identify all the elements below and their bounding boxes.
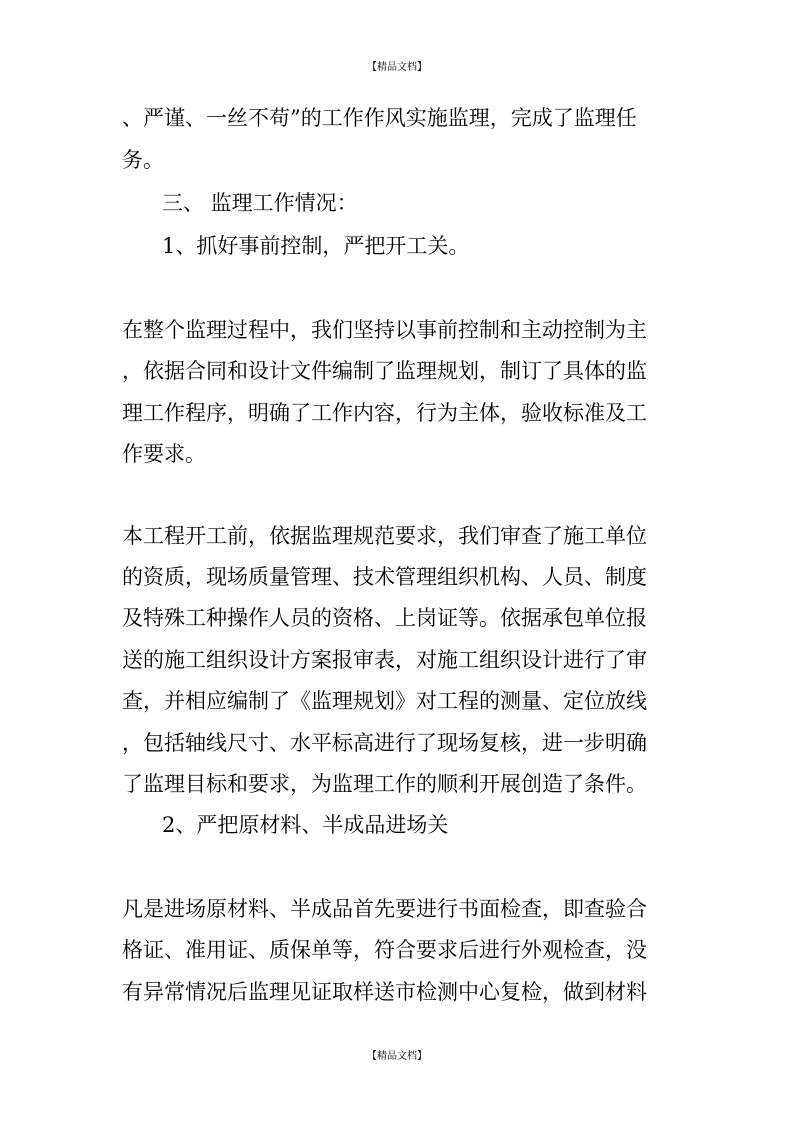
- text-line: 凡是进场原材料、半成品首先要进行书面检查，即查验合: [122, 897, 647, 921]
- text-line: 了监理目标和要求，为监理工作的顺利开展创造了条件。: [122, 772, 647, 796]
- text-line: 本工程开工前，依据监理规范要求，我们审查了施工单位: [122, 524, 647, 548]
- text-line: 格证、准用证、质保单等，符合要求后进行外观检查，没: [122, 938, 647, 962]
- text-line: 查，并相应编制了《监理规划》对工程的测量、定位放线: [122, 689, 647, 713]
- text-line: 、严谨、一丝不苟”的工作作风实施监理，完成了监理任: [122, 106, 637, 130]
- text-line: ，依据合同和设计文件编制了监理规划，制订了具体的监: [122, 359, 647, 383]
- text-line: 在整个监理过程中，我们坚持以事前控制和主动控制为主: [122, 318, 647, 342]
- text-line: 理工作程序，明确了工作内容，行为主体，验收标准及工: [122, 401, 647, 425]
- text-line: 有异常情况后监理见证取样送市检测中心复检，做到材料: [122, 980, 647, 1004]
- text-line: ，包括轴线尺寸、水平标高进行了现场复核，进一步明确: [122, 731, 647, 755]
- text-line: 的资质，现场质量管理、技术管理组织机构、人员、制度: [122, 565, 647, 589]
- subsection-heading: 1、抓好事前控制，严把开工关。: [162, 234, 470, 258]
- text-line: 及特殊工种操作人员的资格、上岗证等。依据承包单位报: [122, 606, 647, 630]
- section-heading: 三、 监理工作情况：: [162, 191, 358, 215]
- page-footer: 【精品文档】: [367, 1051, 427, 1062]
- subsection-heading: 2、严把原材料、半成品进场关: [162, 813, 449, 837]
- text-line: 务。: [122, 148, 164, 172]
- page-header: 【精品文档】: [367, 62, 427, 73]
- text-line: 作要求。: [122, 442, 206, 466]
- text-line: 送的施工组织设计方案报审表，对施工组织设计进行了审: [122, 648, 647, 672]
